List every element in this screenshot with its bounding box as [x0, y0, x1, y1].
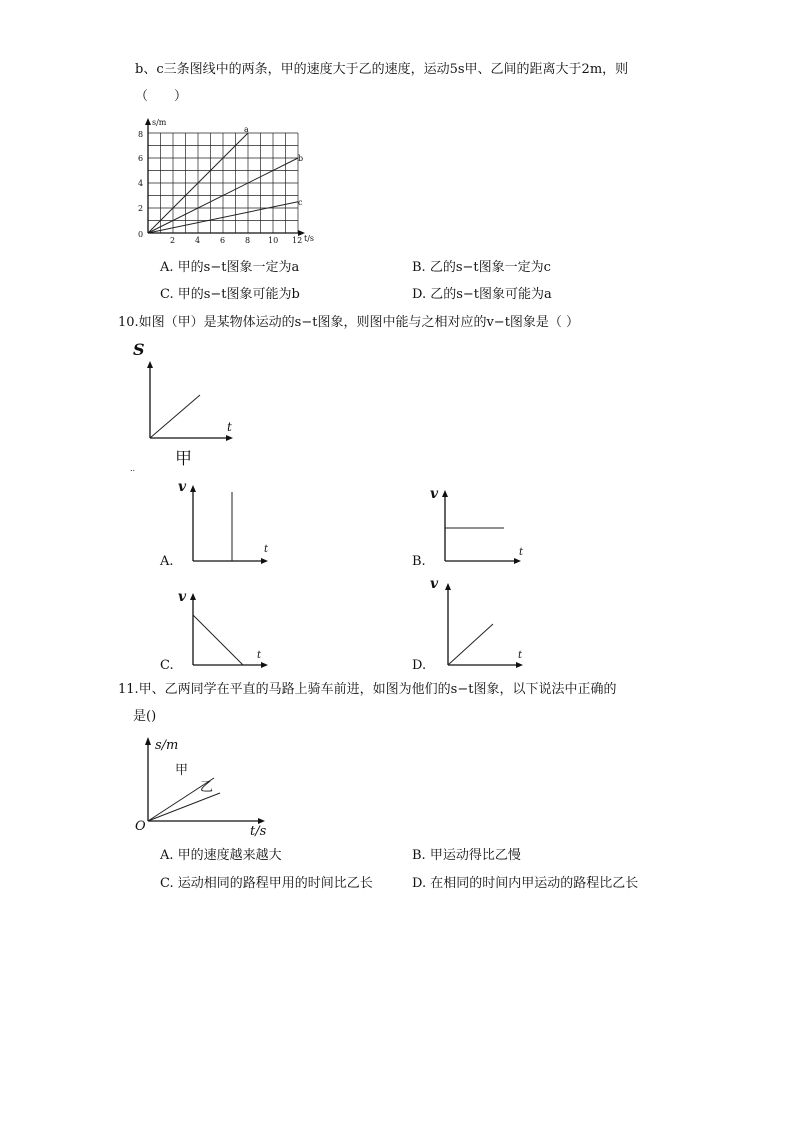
q9-ytick-2: 2: [138, 204, 144, 213]
q10-graph-b[interactable]: [428, 485, 528, 570]
q9-xtick-4: 4: [195, 236, 201, 245]
q11-label-yi: 乙: [200, 780, 214, 795]
q9-option-c[interactable]: C. 甲的s−t图象可能为b: [160, 287, 300, 302]
q10-option-b[interactable]: B.: [412, 554, 426, 569]
q9-ytick-4: 4: [138, 179, 144, 188]
q9-ytick-8: 8: [138, 130, 144, 139]
q9-origin: 0: [138, 230, 144, 239]
q11-stem-line2: 是(): [133, 709, 157, 724]
q9-xtick-2: 2: [170, 236, 176, 245]
q10-fig-line: [150, 395, 200, 438]
q10-option-a[interactable]: A.: [160, 554, 174, 569]
q9-line-label-b: b: [298, 154, 304, 163]
svg-text:t: t: [264, 544, 269, 555]
q10-option-d[interactable]: D.: [412, 658, 427, 673]
svg-text:t: t: [257, 650, 262, 661]
q10-c-descending-line: [193, 615, 243, 665]
q9-ytick-6: 6: [138, 154, 144, 163]
q9-xtick-10: 10: [268, 236, 279, 245]
q11-option-b[interactable]: B. 甲运动得比乙慢: [412, 848, 521, 863]
q11-label-jia: 甲: [175, 763, 189, 778]
q10-fig-caption: 甲: [175, 449, 192, 469]
q9-xtick-8: 8: [245, 236, 251, 245]
q9-stem-line1: b、c三条图线中的两条，甲的速度大于乙的速度，运动5s甲、乙间的距离大于2m，则: [135, 62, 629, 77]
q10-graph-a[interactable]: [175, 478, 275, 568]
q11-ylabel: s/m: [155, 738, 179, 753]
q9-option-b[interactable]: B. 乙的s−t图象一定为c: [412, 260, 551, 275]
q10-graph-d[interactable]: [428, 572, 528, 672]
q10-d-ascending-line: [448, 624, 493, 665]
q9-stem-line2: （ ）: [135, 89, 188, 104]
q9-option-d[interactable]: D. 乙的s−t图象可能为a: [412, 287, 552, 302]
svg-text:t: t: [518, 650, 523, 661]
q9-line-label-a: a: [244, 125, 249, 134]
q11-option-d[interactable]: D. 在相同的时间内甲运动的路程比乙长: [412, 876, 639, 891]
q9-grid: [148, 133, 298, 233]
q9-line-label-c: c: [298, 198, 303, 207]
q11-origin: O: [135, 819, 146, 834]
q10-option-c[interactable]: C.: [160, 658, 174, 673]
q10-dots: ..: [130, 464, 136, 473]
q9-xtick-6: 6: [220, 236, 226, 245]
q11-xlabel: t/s: [250, 824, 267, 839]
q10-graph-c[interactable]: [175, 586, 275, 671]
q11-option-c[interactable]: C. 运动相同的路程甲用的时间比乙长: [160, 876, 373, 891]
q9-option-a[interactable]: A. 甲的s−t图象一定为a: [160, 260, 300, 275]
q10-fig-s-label: S: [133, 340, 145, 359]
svg-text:t: t: [519, 547, 524, 558]
q10-stem: 10.如图（甲）是某物体运动的s−t图象，则图中能与之相对应的v−t图象是（ ）: [118, 315, 580, 330]
svg-text:v: v: [430, 576, 439, 592]
svg-text:v: v: [178, 479, 187, 495]
q11-st-graph: [132, 733, 277, 843]
q9-ylabel: s/m: [152, 118, 167, 127]
q9-xtick-12: 12: [292, 236, 303, 245]
svg-text:v: v: [178, 589, 187, 605]
q11-stem-line1: 11.甲、乙两同学在平直的马路上骑车前进，如图为他们的s−t图象，以下说法中正确的: [118, 682, 617, 697]
svg-text:v: v: [430, 486, 439, 502]
q10-figure-jia: [130, 338, 240, 473]
q9-xlabel: t/s: [304, 234, 315, 243]
q11-option-a[interactable]: A. 甲的速度越来越大: [160, 848, 282, 863]
q9-st-graph: [130, 115, 320, 250]
q10-fig-t-label: t: [227, 420, 232, 434]
q9-y-arrow: [145, 118, 151, 125]
